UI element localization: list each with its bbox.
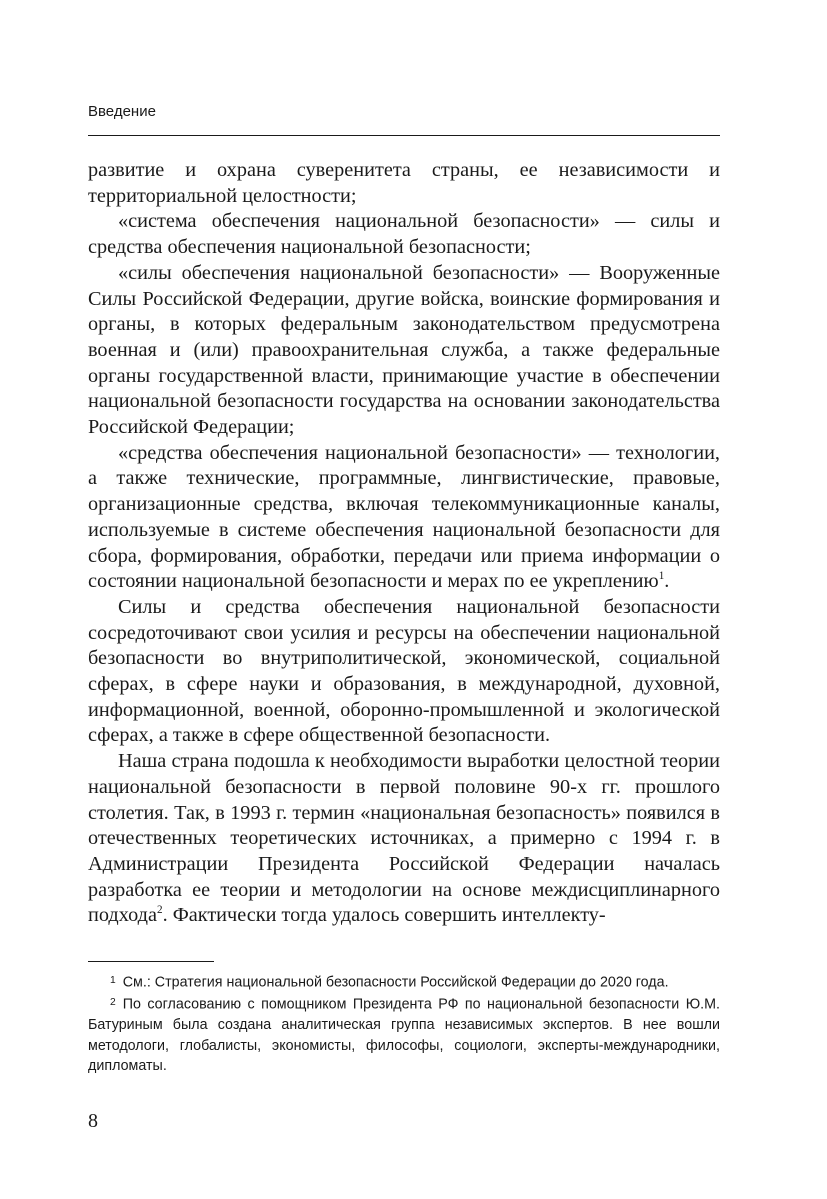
paragraph-6-tail: . Фактически тогда удалось совершить интеллекту-	[162, 904, 606, 927]
footnote-text-1: См.: Стратегия национальной безопасности Российской Федерации до 2020 года.	[122, 974, 669, 991]
main-text	[88, 158, 720, 929]
footnotes	[88, 971, 720, 1077]
footnote-rule	[88, 961, 214, 962]
footnote-1	[88, 971, 720, 993]
paragraph-5: Силы и средства обеспечения национальной безопасности сосредоточивают свои усилия и ресурсы на обеспечении национальной безопасности во внутриполитической, экономической, социальной сферах, в сфере науки и образования, в международной, духовной, информационной, военной, оборонно-промышленной и экологической сферах, а также в сфере общественной безопасности.	[88, 595, 720, 747]
footnote-mark-1: 1	[110, 975, 116, 986]
paragraph-4-text: «средства обеспечения национальной безопасности» — технологии, а также технические, программные, лингвистические, правовые, организационные средства, включая телекоммуникационные каналы, используемые в системе обеспечения национальной безопасности для сбора, формирования, обработки, передачи или приема информации о состоянии национальной безопасности и мерах по ее укреплению	[88, 441, 720, 593]
running-header-title: Введение	[88, 103, 156, 120]
footnote-ref-2: 2	[156, 904, 163, 917]
paragraph-1: развитие и охрана суверенитета страны, ее независимости и территориальной целостности;	[88, 159, 720, 207]
footnote-mark-2: 2	[110, 997, 116, 1009]
paragraph-4	[88, 441, 720, 595]
paragraph-3: «силы обеспечения национальной безопасности» — Вооруженные Силы Российской Федерации, другие войска, воинские формирования и органы, в которых федеральным законодательством предусмотрена военная и (или) правоохранительная служба, а также федеральные органы государственной власти, принимающие участие в обеспечении национальной безопасности государства на основании законодательства Российской Федерации;	[88, 261, 720, 439]
paragraph-6-text: Наша страна подошла к необходимости выработки целостной теории национальной безопасности в первой половине 90-х гг. прошлого столетия. Так, в 1993 г. термин «национальная безопасность» появился в отечественных теоретических источниках, а примерно с 1994 г. в Администрации Президента Российской Федерации началась разработка ее теории и методологии на основе междисциплинарного подхода	[88, 750, 720, 927]
header-rule	[88, 135, 720, 136]
paragraph-4-end: .	[664, 570, 670, 593]
footnote-ref-1: 1	[658, 570, 665, 583]
page-number: 8	[88, 1110, 98, 1132]
paragraph-6	[88, 749, 720, 929]
footnote-text-2: По согласованию с помощником Президента РФ по национальной безопасности Ю.М. Батуриным была создана аналитическая группа независимых экспертов. В нее вошли методологи, глобалисты, экономисты, философы, социологи, эксперты-международники, дипломаты.	[88, 996, 720, 1075]
paragraph-2: «система обеспечения национальной безопасности» — силы и средства обеспечения национальной безопасности;	[88, 210, 720, 259]
footnote-2	[88, 993, 720, 1077]
running-header	[88, 102, 720, 122]
